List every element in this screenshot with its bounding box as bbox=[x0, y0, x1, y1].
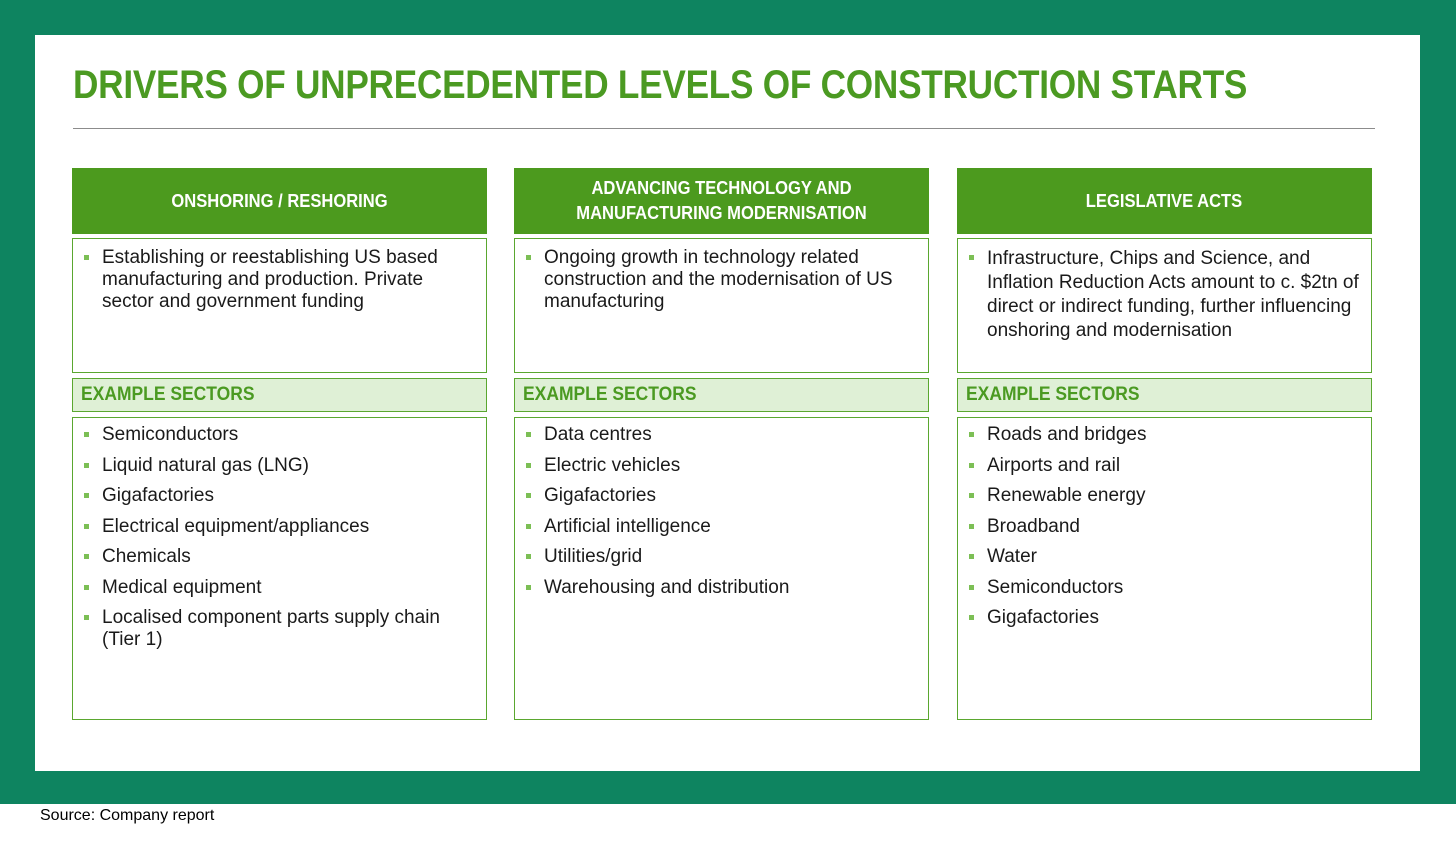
column-header-label: LEGISLATIVE ACTS bbox=[1086, 190, 1243, 211]
list-item: Chemicals bbox=[81, 546, 474, 568]
example-sectors-label: EXAMPLE SECTORS bbox=[514, 378, 929, 412]
list-item: Electric vehicles bbox=[523, 455, 916, 477]
column-header bbox=[72, 168, 487, 234]
title-divider bbox=[73, 128, 1375, 129]
list-item: Gigafactories bbox=[966, 607, 1359, 629]
list-item: Electrical equipment/appliances bbox=[81, 516, 474, 538]
column-onshoring bbox=[72, 168, 487, 720]
description-text: Ongoing growth in technology related construction and the modernisation of US manufacturing bbox=[523, 247, 916, 313]
source-note: Source: Company report bbox=[40, 807, 215, 824]
list-item: Airports and rail bbox=[966, 455, 1359, 477]
list-item: Broadband bbox=[966, 516, 1359, 538]
list-item: Liquid natural gas (LNG) bbox=[81, 455, 474, 477]
column-legislative bbox=[957, 168, 1372, 720]
list-item: Renewable energy bbox=[966, 485, 1359, 507]
description-text: Infrastructure, Chips and Science, and Inflation Reduction Acts amount to c. $2tn of direct or indirect funding, further influencing onshoring and modernisation bbox=[966, 247, 1359, 343]
column-technology bbox=[514, 168, 929, 720]
column-header bbox=[957, 168, 1372, 234]
list-item: Data centres bbox=[523, 424, 916, 446]
slide-panel bbox=[35, 35, 1420, 771]
list-item: Semiconductors bbox=[81, 424, 474, 446]
example-sectors-label: EXAMPLE SECTORS bbox=[957, 378, 1372, 412]
description-box bbox=[72, 238, 487, 373]
list-item: Gigafactories bbox=[523, 485, 916, 507]
list-item: Roads and bridges bbox=[966, 424, 1359, 446]
list-item: Localised component parts supply chain (Tier 1) bbox=[81, 607, 474, 651]
example-sectors-label: EXAMPLE SECTORS bbox=[72, 378, 487, 412]
sectors-list-box bbox=[957, 417, 1372, 720]
list-item: Water bbox=[966, 546, 1359, 568]
page-title: DRIVERS OF UNPRECEDENTED LEVELS OF CONSTRUCTION STARTS bbox=[73, 63, 1248, 107]
column-header-label: ADVANCING TECHNOLOGY AND MANUFACTURING MODERNISATION bbox=[576, 178, 867, 223]
list-item: Medical equipment bbox=[81, 577, 474, 599]
list-item: Semiconductors bbox=[966, 577, 1359, 599]
column-header-label: ONSHORING / RESHORING bbox=[171, 190, 388, 211]
sectors-list-box bbox=[514, 417, 929, 720]
list-item: Gigafactories bbox=[81, 485, 474, 507]
list-item: Utilities/grid bbox=[523, 546, 916, 568]
column-header bbox=[514, 168, 929, 234]
description-text: Establishing or reestablishing US based manufacturing and production. Private sector and government funding bbox=[81, 247, 474, 313]
sectors-list-box bbox=[72, 417, 487, 720]
description-box bbox=[957, 238, 1372, 373]
list-item: Warehousing and distribution bbox=[523, 577, 916, 599]
description-box bbox=[514, 238, 929, 373]
list-item: Artificial intelligence bbox=[523, 516, 916, 538]
